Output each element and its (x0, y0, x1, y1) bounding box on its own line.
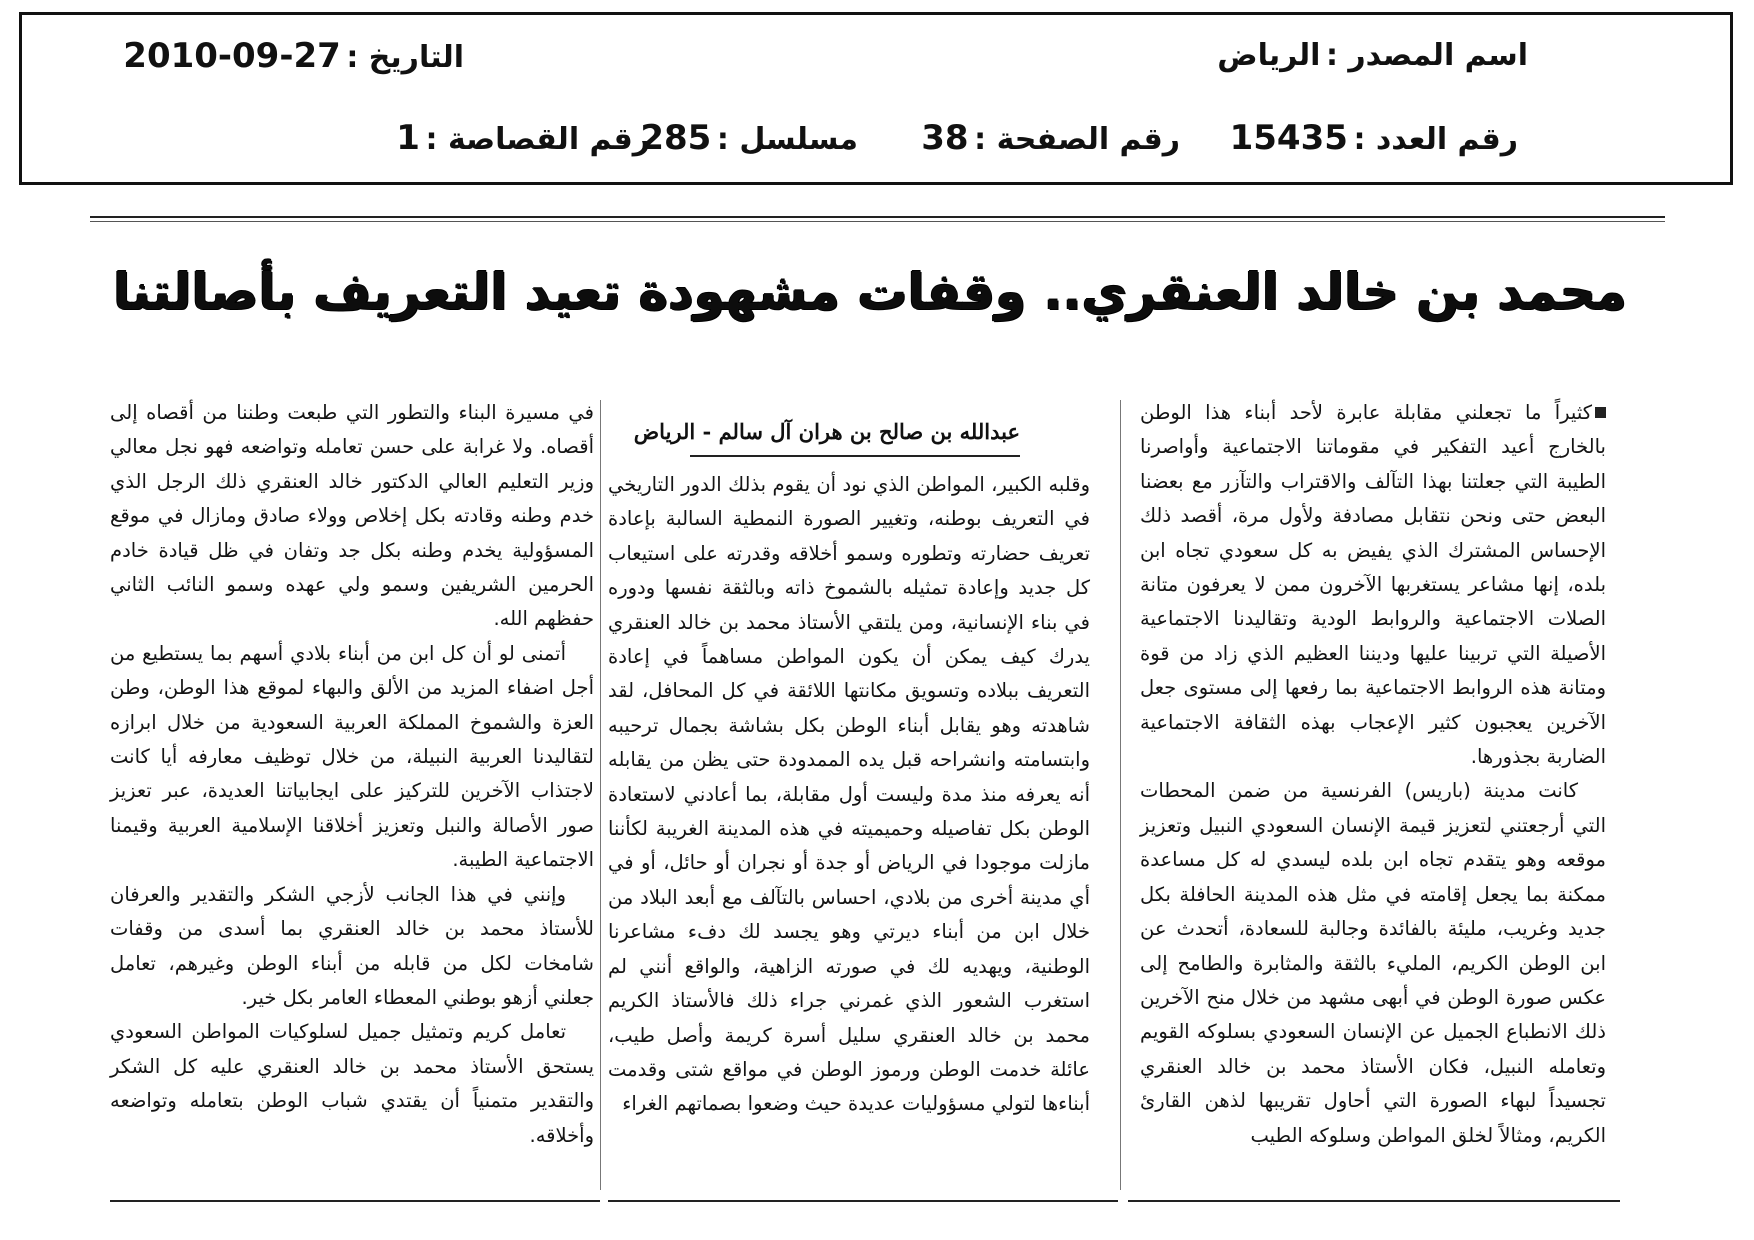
column-left (110, 396, 594, 1196)
issue-value: 15435 (1229, 118, 1348, 158)
paragraph: أتمنى لو أن كل ابن من أبناء بلادي أسهم بما يستطيع من أجل اضفاء المزيد من الألق والبهاء لموقع هذا الوطن، وطن العزة والشموخ المملكة العربية السعودية من خلال ابرازه لتقاليدنا العربية النبيلة، من خلال توظيف معارفه أيا كانت لاجتذاب الآخرين للتركيز على ايجابياتنا العديدة، عبر تعزيز صور الأصالة والنبل وتعزيز أخلاقنا الإسلامية العربية وقيمنا الاجتماعية الطيبة. (110, 641, 594, 872)
page-value: 38 (921, 118, 969, 158)
column-middle (608, 468, 1090, 1196)
source-field (1217, 38, 1528, 73)
byline-rule (690, 455, 1020, 457)
byline: عبدالله بن صالح بن هران آل سالم - الرياض (633, 419, 1020, 444)
page-label: رقم الصفحة : (974, 122, 1180, 157)
clip-field (396, 118, 650, 158)
issue-label: رقم العدد : (1353, 122, 1518, 157)
column-divider-right (1120, 400, 1121, 1190)
bottom-rule-right (1128, 1200, 1620, 1202)
paragraph: في مسيرة البناء والتطور التي طبعت وطننا من أقصاه إلى أقصاه. ولا غرابة على حسن تعامله وتواضعه فهو نجل معالي وزير التعليم العالي الدكتور خالد العنقري ذلك الرجل الذي خدم وطنه وقادته بكل إخلاص وولاء صادق ومازال في موقع المسؤولية يخدم وطنه بكل جد وتفان في ظل قيادة خادم الحرمين الشريفين وسمو ولي عهده وسمو النائب الثاني حفظهم الله. (110, 401, 594, 631)
serial-label: مسلسل : (716, 122, 858, 157)
paragraph: تعامل كريم وتمثيل جميل لسلوكيات المواطن السعودي يستحق الأستاذ محمد بن خالد العنقري عليه كل الشكر والتقدير متمنياً أن يقتدي شباب الوطن بتعامله وتواضعه وأخلاقه. (110, 1020, 594, 1147)
serial-value: 285 (640, 118, 712, 158)
serial-field (640, 118, 858, 158)
page-field (921, 118, 1180, 158)
top-rule-thin (90, 221, 1665, 222)
headline: محمد بن خالد العنقري.. وقفات مشهودة تعيد التعريف بأصالتنا (113, 263, 1627, 321)
clip-value: 1 (396, 118, 420, 158)
column-divider-left (600, 400, 601, 1190)
clip-label: رقم القصاصة : (425, 122, 650, 157)
top-rule (90, 216, 1665, 218)
paragraph: وقلبه الكبير، المواطن الذي نود أن يقوم بذلك الدور التاريخي في التعريف بوطنه، وتغيير الصورة النمطية السالبة بإعادة تعريف حضارته وتطوره وسمو أخلاقه وقدرته على استيعاب كل جديد وإعادة تمثيله بالشموخ ذاته وبالثقة نفسها ودوره في بناء الإنسانية، ومن يلتقي الأستاذ محمد بن خالد العنقري يدرك كيف يمكن أن يكون المواطن مساهماً في إعادة التعريف ببلاده وتسويق مكانتها اللائقة في كل المحافل، لقد شاهدته وهو يقابل أبناء الوطن بكل بشاشة بجمال ترحيبه وابتسامته وانشراحه قبل يده الممدودة حتى يظن من يقابله أنه يعرفه منذ مدة وليست أول مقابلة، بما أعادني لاستعادة الوطن بكل تفاصيله وحميميته في هذه المدينة الغريبة لكأننا مازلت موجودا في الرياض أو جدة أو نجران أو حائل، أو في أي مدينة أخرى من بلادي، احساس بالتآلف مع أبعد البلاد من خلال ابن من أبناء ديرتي وهو يجسد لك دفء مشاعرنا الوطنية، ويهديه لك في صورته الزاهية، والواقع أنني لم استغرب الشعور الذي غمرني جراء ذلك فالأستاذ الكريم محمد بن خالد العنقري سليل أسرة كريمة وأصل طيب، عائلة خدمت الوطن ورموز الوطن في مواقع شتى وقدمت أبناءها لتولي مسؤوليات عديدة حيث وضعوا بصماتهم الغراء (608, 473, 1090, 1116)
bullet-icon (1595, 407, 1606, 418)
date-label: التاريخ : (346, 40, 464, 75)
paragraph (1140, 396, 1606, 774)
paragraph-text: كثيراً ما تجعلني مقابلة عابرة لأحد أبناء هذا الوطن بالخارج أعيد التفكير في مقوماتنا الاجتماعية وأواصرنا الطيبة التي جعلتنا بهذا التآلف والاقتراب والتآزر مع بعضنا البعض حتى ونحن نتقابل مصادفة ولأول مرة، أقصد ذلك الإحساس المشترك الذي يفيض به كل سعودي تجاه ابن بلده، إنها مشاعر يستغربها الآخرون ممن لا يعرفون متانة الصلات الاجتماعية والروابط الودية وتقاليدنا الاجتماعية الأصيلة التي تربينا عليها وديننا العظيم الذي زاد من قوة ومتانة هذه الروابط الاجتماعية بما رفعها إلى مستوى جعل الآخرين يعجبون كثير الإعجاب بهذه الثقافة الاجتماعية الضاربة بجذورها. (1140, 401, 1606, 769)
paragraph: كانت مدينة (باريس) الفرنسية من ضمن المحطات التي أرجعتني لتعزيز قيمة الإنسان السعودي النبيل وتعزيز موقعه وهو يتقدم تجاه ابن بلده ليسدي له كل مساعدة ممكنة بما يجعل إقامته في مثل هذه المدينة الحافلة بكل جديد وغريب، مليئة بالفائدة وجالبة للسعادة، أتحدث عن ابن الوطن الكريم، المليء بالثقة والمثابرة والطامح إلى عكس صورة الوطن في أبهى مشهد من خلال منح الآخرين ذلك الانطباع الجميل عن الإنسان السعودي بسلوكه القويم وتعامله النبيل، فكان الأستاذ محمد بن خالد العنقري تجسيداً لبهاء الصورة التي أحاول تقريبها لذهن القارئ الكريم، ومثالاً لخلق المواطن وسلوكه الطيب (1140, 779, 1606, 1147)
source-value: الرياض (1217, 38, 1321, 73)
date-value: 2010-09-27 (123, 36, 341, 76)
issue-field (1230, 118, 1518, 158)
bottom-rule-left (110, 1200, 600, 1202)
date-field (123, 36, 464, 76)
source-label: اسم المصدر : (1325, 38, 1528, 73)
column-right (1140, 396, 1606, 1196)
paragraph: وإنني في هذا الجانب لأزجي الشكر والتقدير والعرفان للأستاذ محمد بن خالد العنقري بما أسدى من وقفات شامخات لكل من قابله من أبناء الوطن وغيرهم، تعامل جعلني أزهو بوطني المعطاء العامر بكل خير. (110, 882, 594, 1009)
bottom-rule-middle (608, 1200, 1118, 1202)
